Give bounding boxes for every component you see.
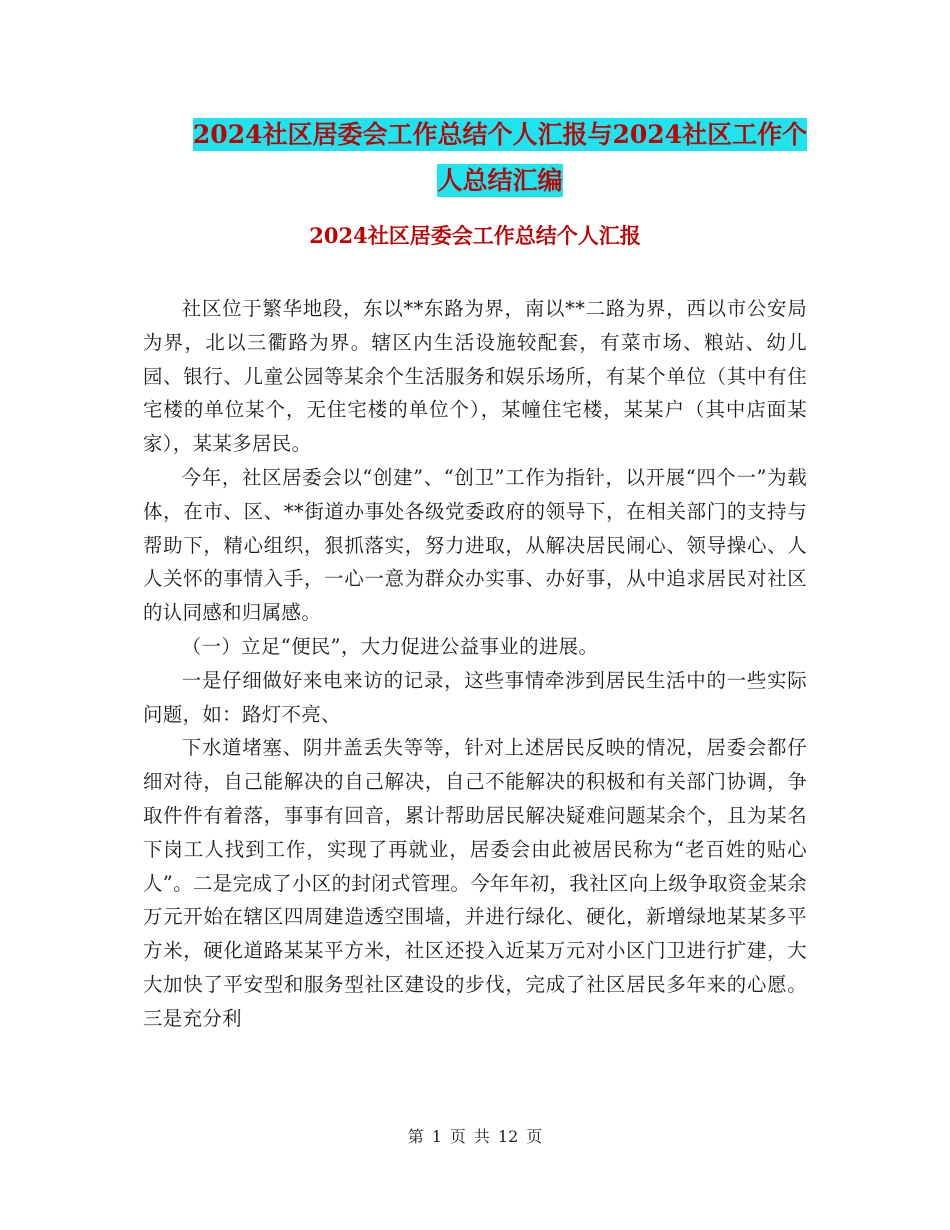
document-title: [160, 112, 840, 204]
page-label-suffix: 页: [526, 1127, 543, 1146]
document-title-line1: 2024社区居委会工作总结个人汇报与2024社区工作个: [192, 120, 808, 149]
page-label-prefix: 第: [407, 1127, 424, 1146]
document-title-line2: 人总结汇编: [437, 166, 563, 195]
page-total: 12: [497, 1127, 519, 1146]
paragraph: 今年，社区居委会以“创建”、“创卫”工作为指针，以开展“四个一”为载体，在市、区、**街道办事处各级党委政府的领导下，在相关部门的支持与帮助下，精心组织，狠抓落实，努力进取，从解决居民闹心、领导操心、人人关怀的事情入手，一心一意为群众办实事、办好事，从中追求居民对社区的认同感和归属感。: [143, 465, 807, 625]
page-label-mid1: 页: [449, 1127, 466, 1146]
subheading-paragraph: （一）立足“便民”，大力促进公益事业的进展。: [181, 634, 599, 658]
section-title: 2024社区居委会工作总结个人汇报: [309, 223, 641, 248]
page-current: 1: [431, 1127, 442, 1146]
document-body: [143, 292, 807, 1036]
paragraph: 一是仔细做好来电来访的记录，这些事情牵涉到居民生活中的一些实际问题，如：路灯不亮、: [143, 668, 807, 726]
page-footer: [0, 1126, 950, 1148]
paragraph: 下水道堵塞、阴井盖丢失等等，针对上述居民反映的情况，居委会都仔细对待，自己能解决的自己解决，自己不能解决的积极和有关部门协调，争取件件有着落，事事有回音，累计帮助居民解决疑难问题某余个，且为某名下岗工人找到工作，实现了再就业，居委会由此被居民称为“老百姓的贴心人”。二是完成了小区的封闭式管理。今年年初，我社区向上级争取资金某余万元开始在辖区四周建造透空围墙，并进行绿化、硬化，新增绿地某某多平方米，硬化道路某某平方米，社区还投入近某万元对小区门卫进行扩建，大大加快了平安型和服务型社区建设的步伐，完成了社区居民多年来的心愿。三是充分利: [143, 736, 807, 1030]
page-label-mid2: 共: [473, 1127, 490, 1146]
paragraph: 社区位于繁华地段，东以**东路为界，南以**二路为界，西以市公安局为界，北以三衢路为界。辖区内生活设施较配套，有菜市场、粮站、幼儿园、银行、儿童公园等某余个生活服务和娱乐场所，有某个单位（其中有住宅楼的单位某个，无住宅楼的单位个），某幢住宅楼，某某户（其中店面某家），某某多居民。: [143, 297, 807, 456]
